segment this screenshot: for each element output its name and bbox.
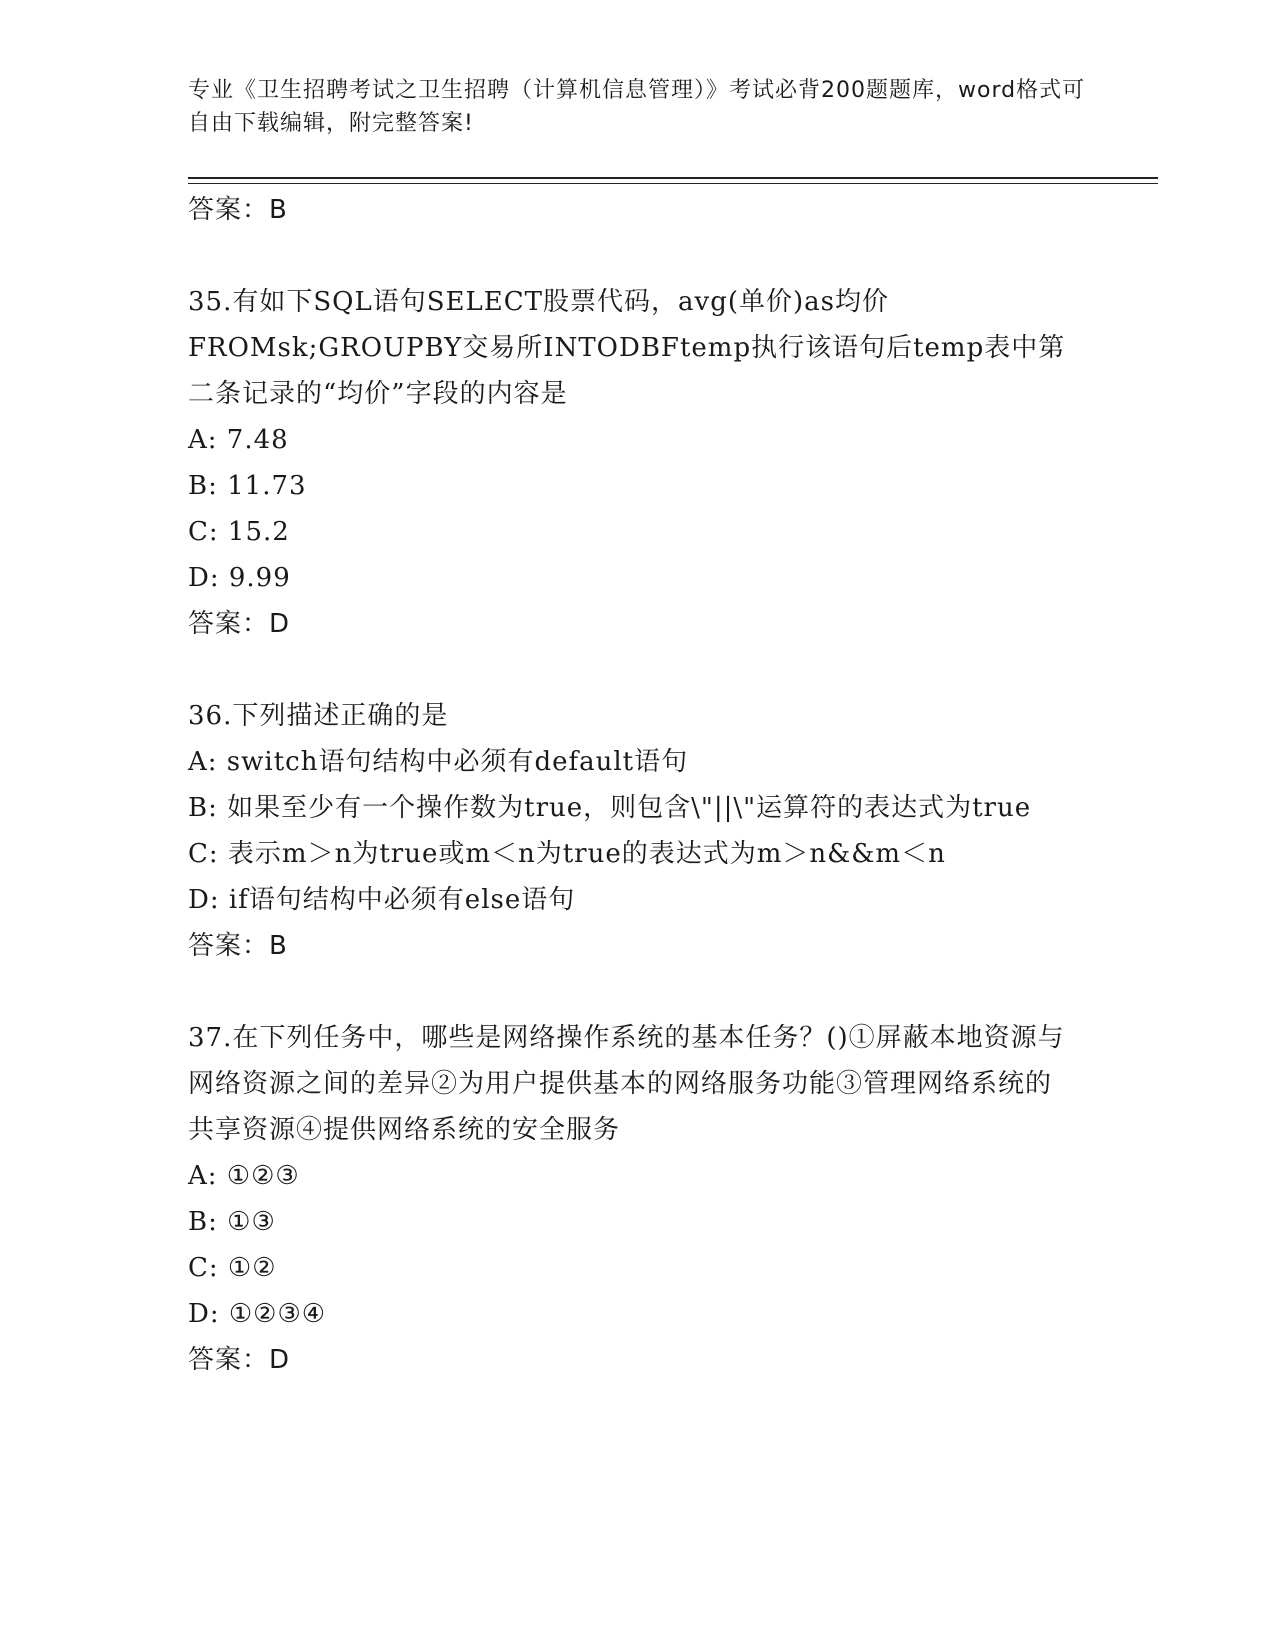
- option-a: A: 7.48: [188, 425, 289, 455]
- question-answer: 答案：D: [188, 1345, 291, 1375]
- option-c: C: ①②: [188, 1253, 277, 1283]
- spacer: [188, 647, 1078, 693]
- option-c: C: 表示m＞n为true或m＜n为true的表达式为m＞n&&m＜n: [188, 839, 946, 869]
- option-d: D: if语句结构中必须有else语句: [188, 885, 576, 915]
- spacer: [188, 233, 1078, 279]
- header-rule-thick: [188, 177, 1158, 179]
- previous-answer: 答案：B: [188, 195, 288, 225]
- spacer: [188, 969, 1078, 1015]
- question-answer: 答案：B: [188, 931, 288, 961]
- question-block: [188, 279, 1078, 647]
- option-c: C: 15.2: [188, 517, 290, 547]
- option-b: B: ①③: [188, 1207, 276, 1237]
- option-b: B: 如果至少有一个操作数为true，则包含\"||\"运算符的表达式为true: [188, 793, 1032, 823]
- header-rule-thin: [188, 183, 1158, 184]
- page-header-text: 专业《卫生招聘考试之卫生招聘（计算机信息管理）》考试必背200题题库，word格式可自由下载编辑，附完整答案!: [188, 78, 1086, 136]
- question-block: [188, 693, 1078, 969]
- question-stem: 36.下列描述正确的是: [188, 701, 449, 731]
- question-answer: 答案：D: [188, 609, 291, 639]
- option-a: A: ①②③: [188, 1161, 300, 1191]
- question-stem: 37.在下列任务中，哪些是网络操作系统的基本任务？()①屏蔽本地资源与网络资源之间的差异②为用户提供基本的网络服务功能③管理网络系统的共享资源④提供网络系统的安全服务: [188, 1023, 1065, 1145]
- option-d: D: ①②③④: [188, 1299, 327, 1329]
- question-block: [188, 1015, 1078, 1383]
- content-area: [188, 187, 1078, 1383]
- question-stem: 35.有如下SQL语句SELECT股票代码，avg(单价)as均价FROMsk;GROUPBY交易所INTODBFtemp执行该语句后temp表中第二条记录的“均价”字段的内容是: [188, 287, 1066, 409]
- option-d: D: 9.99: [188, 563, 291, 593]
- option-a: A: switch语句结构中必须有default语句: [188, 747, 689, 777]
- option-b: B: 11.73: [188, 471, 307, 501]
